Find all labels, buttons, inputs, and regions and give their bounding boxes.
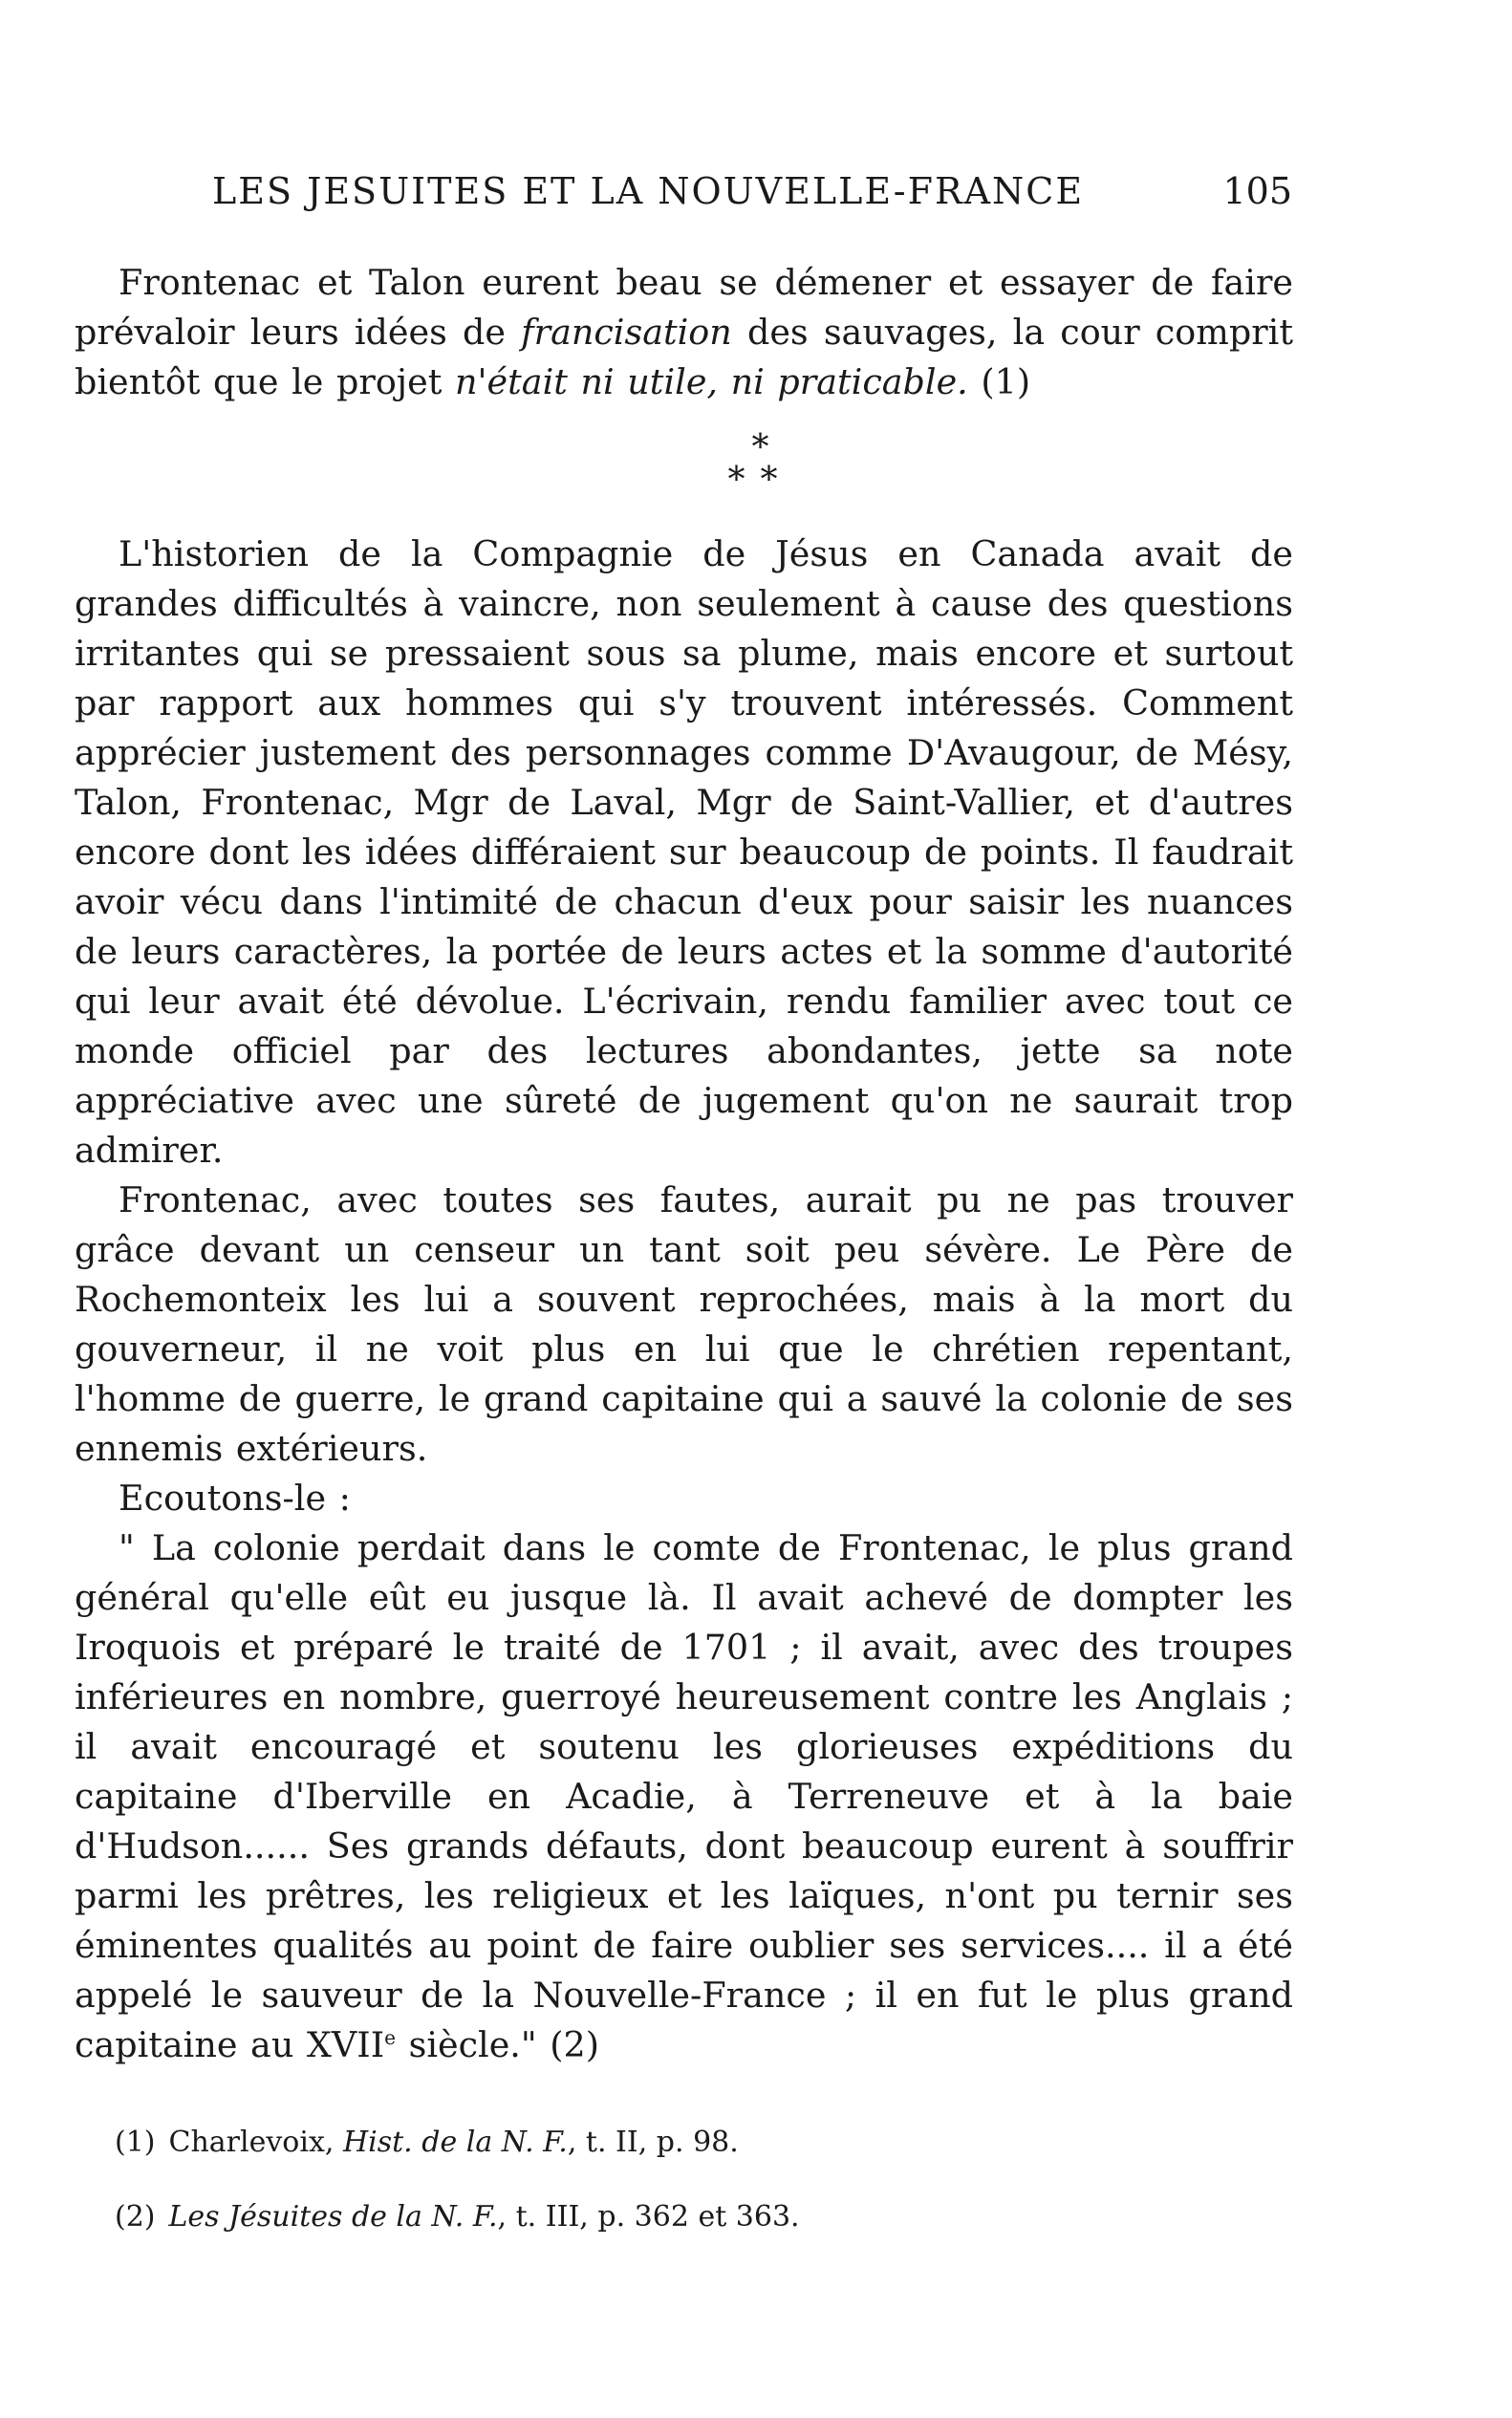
quotation-block — [75, 1523, 1293, 2070]
quotation-paragraph — [75, 1523, 1293, 2070]
quotation-superscript: e — [384, 2025, 396, 2049]
page-header — [212, 170, 1292, 227]
footnote-reference: , t. II, p. 98. — [567, 2126, 739, 2159]
running-title: LES JESUITES ET LA NOUVELLE-FRANCE — [212, 170, 1085, 212]
footnote-1 — [115, 2124, 1214, 2162]
paragraph-1-text-a: Frontenac et Talon eurent beau se démener et essayer de faire prévaloir leurs idées de — [75, 262, 1293, 353]
page-number: 105 — [1222, 170, 1292, 212]
paragraph-2: L'historien de la Compagnie de Jésus en Canada avait de grandes difficultés à vaincre, non seulement à cause des questions irritantes qui se pressaient sous sa plume, mais encore et surtout par rapport aux hommes qui s'y trouvent intéressés. Comment apprécier justement des personnages comme D'Avaugour, de Mésy, Talon, Frontenac, Mgr de Laval, Mgr de Saint-Vallier, et d'autres encore dont les idées différaient sur beaucoup de points. Il faudrait avoir vécu dans l'intimité de chacun d'eux pour saisir les nuances de leurs caractères, la portée de leurs actes et la somme d'autorité qui leur avait été dévolue. L'écrivain, rendu familier avec tout ce monde officiel par des lectures abondantes, jette sa note appréciative avec une sûreté de jugement qu'on ne saurait trop admirer. — [75, 533, 1293, 1171]
asterism-top: * — [751, 428, 769, 467]
footnote-number: (1) — [115, 2126, 156, 2159]
paragraph-4: Ecoutons-le : — [119, 1478, 351, 1519]
footnote-author: Charlevoix, — [168, 2126, 343, 2159]
footnotes — [115, 2124, 1214, 2273]
footnote-number: (2) — [115, 2200, 156, 2234]
paragraph-1 — [75, 258, 1293, 407]
footnote-2 — [115, 2198, 1214, 2236]
paragraph-1-text-b: des sauvages, la cour comprit bientôt que le projet — [75, 312, 1293, 402]
paragraph-3: Frontenac, avec toutes ses fautes, aurait pu ne pas trouver grâce devant un censeur un tant soit peu sévère. Le Père de Rochemonteix les lui a souvent reprochées, mais à la mort du gouverneur, il ne voit plus en lui que le chrétien repentant, l'homme de guerre, le grand capitaine qui a sauvé la colonie de ses ennemis extérieurs. — [75, 1179, 1293, 1469]
body-text — [75, 258, 1293, 2070]
footnote-title: Les Jésuites de la N. F. — [168, 2200, 498, 2234]
paragraph-1-italic-b: n'était ni utile, ni praticable. — [455, 361, 968, 402]
paragraph-1-footnote-ref: (1) — [967, 361, 1031, 402]
footnote-title: Hist. de la N. F. — [342, 2126, 568, 2159]
footnote-reference: , t. III, p. 362 et 363. — [497, 2200, 800, 2234]
quotation-ending: siècle." (2) — [395, 2024, 600, 2065]
quotation-text: " La colonie perdait dans le comte de Frontenac, le plus grand général qu'elle eût eu jusque là. Il avait achevé de dompter les Iroquois et préparé le traité de 1701 ; il avait, avec des troupes inférieures en nombre, guerroyé heureusement contre les Anglais ; il avait encouragé et soutenu les glorieuses expéditions du capitaine d'Iberville en Acadie, à Terreneuve et à la baie d'Hudson...... Ses grands défauts, dont beaucoup eurent à souffrir parmi les prêtres, les religieux et les laïques, n'ont pu ternir ses éminentes qualités au point de faire oublier ses services.... il a été appelé le sauveur de la Nouvelle-France ; il en fut le plus grand capitaine au XVII — [75, 1527, 1293, 2065]
paragraph-1-italic-a: francisation — [521, 312, 732, 353]
asterism-separator — [151, 428, 1370, 500]
asterism-bottom: ** — [727, 461, 793, 500]
